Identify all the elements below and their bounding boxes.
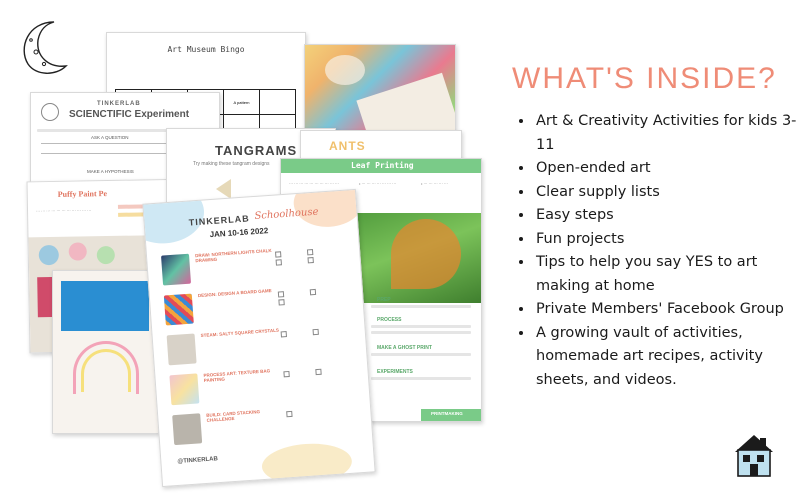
feature-item: • Tips to help you say YES to art making at home: [534, 251, 800, 298]
bingo-title: Art Museum Bingo: [167, 45, 245, 54]
activity-title: BUILD: CARD STACKING CHALLENGE: [206, 409, 261, 423]
moon-doodle-icon: [14, 18, 72, 78]
science-brand: TINKERLAB: [97, 101, 141, 107]
feature-item: • Fun projects: [534, 228, 800, 252]
sheet-leaf-printing: Leaf Printing ··· ··· ··· ··· ··· ··· ··· ··· ··· ··· • ··· ··· ··· ··· ··· ··· ··· • ··· ··· ··· ··· ··· PREP PROCESS MAKE A GHOST PRINT EXPERIMENTS PRINTMAKING: [280, 158, 482, 422]
tangrams-subtitle: Try making these tangram designs: [193, 161, 270, 167]
science-title: SCIENCTIFIC Experiment: [69, 109, 190, 120]
feature-item: • Art & Creativity Activities for kids 3-11: [534, 110, 800, 157]
bingo-cell: A pattern: [224, 90, 260, 115]
feature-item: • Clear supply lists: [534, 181, 800, 205]
house-icon: [732, 432, 776, 478]
science-ask: ASK A QUESTION: [91, 135, 129, 140]
activity-title: PROCESS ART: TEXTURE BAG PAINTING: [203, 368, 271, 383]
feature-item: • Easy steps: [534, 204, 800, 228]
schoolhouse-dates: JAN 10-16 2022: [209, 226, 269, 240]
feature-item: • Open-ended art: [534, 157, 800, 181]
activity-title: DRAW: NORTHERN LIGHTS CHALK DRAWING: [194, 247, 272, 264]
whats-inside-heading: WHAT'S INSIDE?: [512, 62, 777, 95]
leaf-title: Leaf Printing: [351, 161, 414, 170]
leaf-prep: PREP: [377, 297, 391, 303]
leaf-process: PROCESS: [377, 317, 402, 323]
leaf-footer: PRINTMAKING: [431, 411, 463, 416]
sheet-puffy-paint-lower: [52, 270, 159, 434]
schoolhouse-brand: TINKERLAB: [188, 213, 250, 228]
puffy-title: Puffy Paint Pe: [57, 189, 108, 199]
schoolhouse-footer: @TINKERLAB: [177, 456, 219, 465]
schoolhouse-script: Schoolhouse: [254, 206, 319, 223]
feature-item: • Private Members' Facebook Group: [534, 298, 800, 322]
plants-title: ANTS: [329, 139, 366, 153]
leaf-ghost: MAKE A GHOST PRINT: [377, 345, 432, 351]
science-hypothesis: MAKE A HYPOTHESIS: [87, 169, 134, 174]
feature-list: [512, 110, 800, 392]
activity-title: STEAM: SALTY SQUARE CRYSTALS: [200, 327, 280, 339]
sheet-schoolhouse: [142, 189, 375, 487]
sheet-puffy-paint: Puffy Paint Pe ··· ··· ··· ··· ··· ··· ··· ··· ··· ··· ···: [27, 179, 194, 354]
leaf-experiments: EXPERIMENTS: [377, 369, 413, 375]
activity-title: DESIGN: DESIGN A BOARD GAME: [197, 288, 272, 299]
tangrams-title: TANGRAMS: [215, 143, 298, 158]
feature-item: • A growing vault of activities, homemade art recipes, activity sheets, and videos.: [534, 322, 800, 393]
